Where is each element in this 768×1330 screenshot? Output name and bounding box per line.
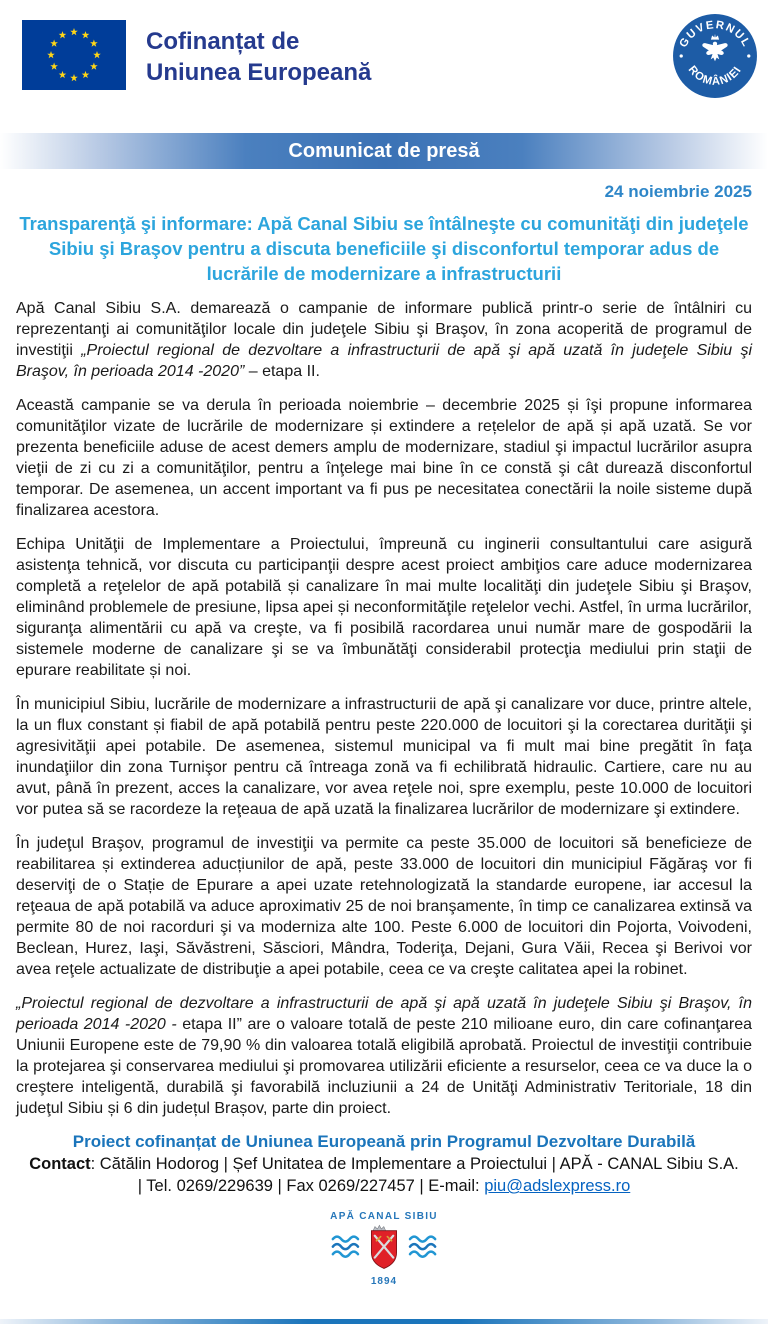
contact-email-link[interactable]: piu@adslexpress.ro — [484, 1177, 631, 1195]
press-release-banner — [0, 133, 768, 169]
p6-text: etapa II” are o valoare totală de peste 210 milioane euro, din care cofinanţarea Uniunii Europene este de 79,90 % din valoarea totală eligibilă aprobată. Proiectul de investiţii contribuie la protejarea şi conservarea mediului şi promovarea utilizării eficiente a resurselor, ceea ce va duce la o creştere inteligentă, durabilă şi favorabilă incluziunii a 24 de Unităţi Administrativ Teritoriale, 18 din judeţul Sibiu și 6 din județul Brașov, parte din proiect. — [16, 1016, 752, 1117]
waves-left-icon — [333, 1237, 358, 1257]
romanian-government-seal-icon — [672, 13, 758, 99]
release-date: 24 noiembrie 2025 — [604, 182, 752, 201]
shield-icon — [371, 1225, 396, 1268]
header — [0, 0, 768, 133]
article-content — [0, 182, 768, 1287]
seal-text-bottom: ROMÂNIEI — [685, 63, 745, 88]
paragraph-sibiu: În municipiul Sibiu, lucrările de modernizare a infrastructurii de apă şi canalizare vor duce, printre altele, la un flux constant și fiabil de apă potabilă pentru peste 220.000 de locuitori şi la corectarea durităţii şi agresivităţii apei potabile. De asemenea, sistemul municipal va fi mult mai bine pregătit în faţa inundaţiilor din zona Turnişor pentru că întreaga zonă va fi echilibrată hidraulic. Cartiere, care nu au avut, până în prezent, acces la canalizare, vor avea reţele noi, spre exemplu, peste 10.000 de locuitori vor putea să se racordeze la reţeaua de apă uzată la finalizarea lucrărilor de modernizare şi extindere. — [16, 696, 752, 818]
paragraph-team: Echipa Unităţii de Implementare a Proiectului, împreună cu inginerii consultantului care asigură asistenţa tehnică, vor discuta cu participanţii despre acest proiect ambiţios care aduce modernizarea completă a reţelelor de apă potabilă și canalizare în mai multe localităţi din judeţele Sibiu şi Braşov, eliminând problemele de presiune, lipsa apei și neconformităţile reţelelor vechi. Astfel, în urma lucrărilor, siguranţa alimentării cu apă va creşte, va fi posibilă racordarea unui număr mare de gospodării la sistemele moderne de canalizare şi se va îmbunătăţi considerabil protecţia mediului prin staţii de epurare reabilitate și noi. — [16, 536, 752, 679]
eu-cofinancing-label — [146, 26, 371, 88]
company-founding-year: 1894 — [370, 1276, 398, 1287]
contact-text: : Cătălin Hodorog | Șef Unitatea de Implementare a Proiectului | APĂ - CANAL Sibiu S.A. | Tel. 0269/229639 | Fax 0269/227457 | E-mail: — [90, 1155, 739, 1195]
program-cofinancing-line: Proiect cofinanțat de Uniunea Europeană prin Programul Dezvoltare Durabilă — [72, 1132, 696, 1151]
p6-project-name: „Proiectul regional de dezvoltare a infrastructurii de apă şi apă uzată în judeţele Sibiu şi Braşov, în perioada 2014 -2020 - — [16, 995, 752, 1033]
eu-flag-icon — [22, 20, 126, 90]
paragraph-brasov: În judeţul Braşov, programul de investiţii va permite ca peste 35.000 de locuitori să beneficieze de reabilitarea și extinderea aducțiunilor de apă, peste 33.000 de locuitori din municipiul Făgăraş vor fi deserviţi de o Stație de Epurare a apei uzate retehnologizată la standarde europene, iar accesul la reţeaua de apă potabilă va aduce aproximativ 25 de noi branşamente, în timp ce canalizarea extinsă va permite 80 de noi racorduri şi va moderniza alte 100. Peste 6.000 de locuitori din Pojorta, Voivodeni, Beclean, Hurez, Iaşi, Săvăstreni, Săsciori, Mândra, Toderiţa, Dejani, Gura Văii, Recea şi Berivoi vor avea reţele actualizate de distribuţie a apei potabile, ceea ce va creşte calitatea apei la robinet. — [16, 835, 752, 978]
seal-text-top: GUVERNUL — [677, 19, 753, 50]
paragraph-intro — [16, 298, 752, 382]
paragraph-campaign: Această campanie se va derula în perioada noiembrie – decembrie 2025 și îşi propune informarea comunităţilor vizate de lucrările de modernizare și extindere a rețelelor de apă și apă uzată. Se vor prezenta beneficiile aduse de acest demers amplu de modernizare, stadiul şi impactul lucrărilor asupra vieţii de zi cu zi a comunităţilor, pentru a înţelege mai bine în ce constă şi cât durează disconfortul temporar. De asemenea, un accent important va fi pus pe necesitatea conectării la noile sisteme după finalizarea acestora. — [16, 397, 752, 519]
p1-text-end: – etapa II. — [244, 363, 320, 380]
waves-right-icon — [410, 1237, 435, 1257]
paragraph-project-value — [16, 993, 752, 1119]
eu-label-line1: Cofinanțat de — [146, 28, 300, 55]
contact-label: Contact — [29, 1155, 91, 1173]
p1-text: Apă Canal Sibiu S.A. demarează o campanie de informare publică printr-o serie de întâlniri cu reprezentanţi ai comunităţilor locale din judeţele Sibiu şi Braşov, în zona acoperită de programul de investiţii — [16, 300, 752, 359]
p1-project-name: „Proiectul regional de dezvoltare a infrastructurii de apă şi apă uzată în judeţele Sibiu şi Braşov, în perioada 2014 -2020” — [16, 342, 752, 380]
apa-canal-sibiu-logo — [16, 1211, 752, 1287]
eu-label-line2: Uniunea Europeană — [146, 59, 372, 86]
bottom-divider-bar — [0, 1319, 768, 1324]
company-name: APĂ CANAL SIBIU — [330, 1211, 438, 1222]
banner-title: Comunicat de presă — [288, 140, 480, 162]
company-crest-icon — [309, 1224, 459, 1276]
contact-line — [26, 1153, 742, 1197]
article-title: Transparenţă şi informare: Apă Canal Sibiu se întâlneşte cu comunităţi din judeţele Sibiu şi Braşov pentru a discuta beneficiile şi disconfortul temporar adus de lucrările de modernizare a infrastructurii — [19, 213, 749, 284]
